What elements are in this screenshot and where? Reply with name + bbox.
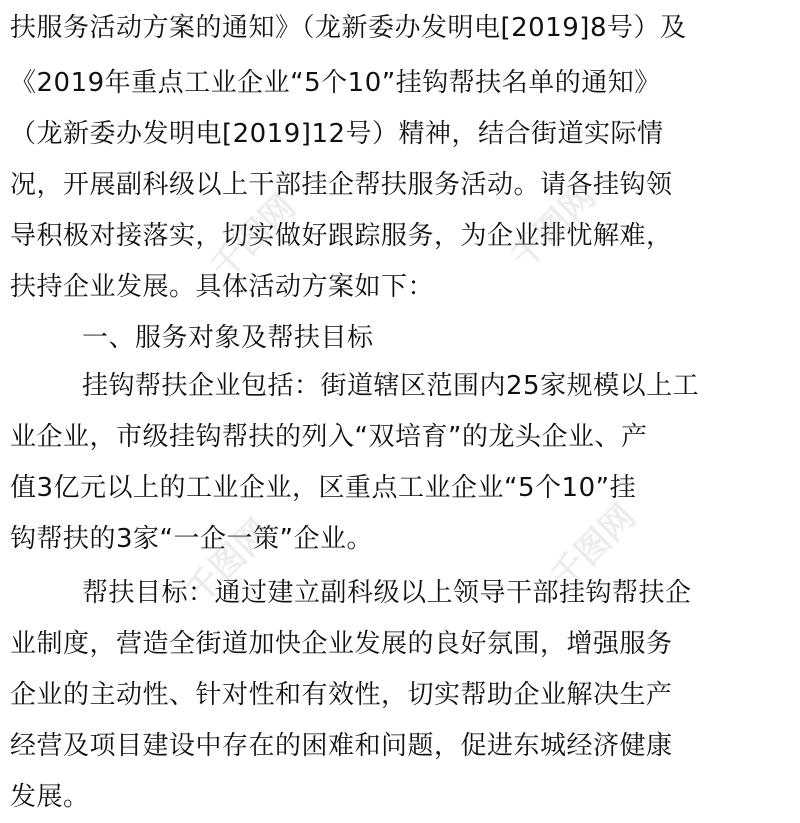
text-line-5: 导积极对接落实，切实做好跟踪服务，为企业排忧解难， (10, 221, 673, 251)
text-line-10: 值3亿元以上的工业企业，区重点工业企业“5个10”挂 (10, 473, 637, 503)
text-line-11: 钩帮扶的3家“一企一策”企业。 (10, 524, 373, 554)
text-line-4: 况，开展副科级以上干部挂企帮扶服务活动。请各挂钩领 (10, 170, 673, 200)
text-line-3: （龙新委办发明电[2019]12号）精神，结合街道实际情 (10, 119, 664, 149)
watermark: 千图网 (543, 496, 644, 598)
watermark: 千图网 (203, 186, 304, 288)
text-line-8: 挂钩帮扶企业包括：街道辖区范围内25家规模以上工 (82, 371, 700, 401)
text-line-12: 帮扶目标：通过建立副科级以上领导干部挂钩帮扶企 (82, 578, 692, 608)
text-line-13: 业制度，营造全街道加快企业发展的良好氛围，增强服务 (10, 629, 673, 659)
watermark: 千图网 (503, 176, 604, 278)
watermark: 千图网 (178, 511, 279, 613)
text-line-6: 扶持企业发展。具体活动方案如下： (10, 272, 435, 302)
text-line-15: 经营及项目建设中存在的困难和问题，促进东城经济健康 (10, 731, 673, 761)
text-line-2: 《2019年重点工业企业“5个10”挂钩帮扶名单的通知》 (10, 68, 661, 98)
text-line-1: 扶服务活动方案的通知》（龙新委办发明电[2019]8号）及 (10, 13, 687, 43)
text-line-16: 发展。 (10, 782, 90, 812)
text-line-14: 企业的主动性、针对性和有效性，切实帮助企业解决生产 (10, 680, 673, 710)
section-heading: 一、服务对象及帮扶目标 (82, 323, 374, 353)
text-line-9: 业企业，市级挂钩帮扶的列入“双培育”的龙头企业、产 (10, 422, 648, 452)
